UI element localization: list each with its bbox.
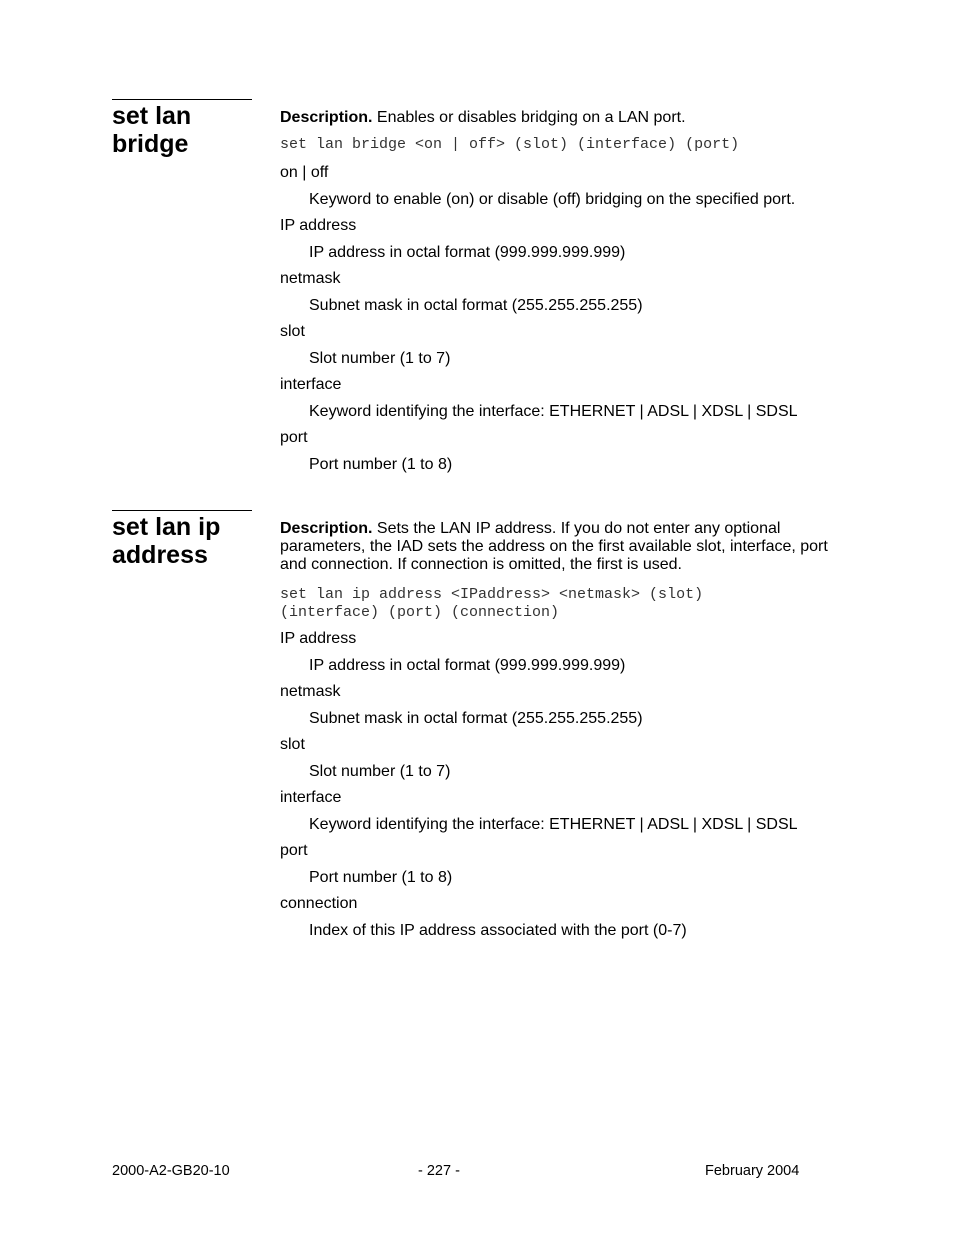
param-desc: Slot number (1 to 7)	[309, 349, 451, 367]
param-item	[280, 270, 850, 323]
description	[280, 520, 850, 574]
param-item	[280, 630, 850, 683]
param-term: netmask	[280, 270, 341, 287]
param-desc: IP address in octal format (999.999.999.999)	[309, 243, 626, 261]
description-label: Description.	[280, 109, 373, 126]
description-text: Enables or disables bridging on a LAN port.	[372, 109, 686, 126]
param-term: port	[280, 429, 308, 446]
param-desc: Keyword identifying the interface: ETHERNET | ADSL | XDSL | SDSL	[309, 815, 798, 833]
param-item	[280, 736, 850, 789]
section-title: set lan ip address	[112, 513, 221, 569]
section-rule	[112, 510, 252, 511]
param-term: interface	[280, 789, 342, 806]
param-term: IP address	[280, 217, 357, 234]
param-item	[280, 789, 850, 842]
param-desc: Subnet mask in octal format (255.255.255.255)	[309, 709, 643, 727]
param-item	[280, 376, 850, 429]
param-desc: Keyword identifying the interface: ETHERNET | ADSL | XDSL | SDSL	[309, 402, 798, 420]
footer-page-number: - 227 -	[418, 1163, 460, 1179]
param-desc: Port number (1 to 8)	[309, 455, 453, 473]
footer-doc-number: 2000-A2-GB20-10	[112, 1163, 230, 1179]
param-desc: Keyword to enable (on) or disable (off) bridging on the specified port.	[309, 190, 796, 208]
param-item	[280, 683, 850, 736]
param-term: port	[280, 842, 308, 859]
section-body	[280, 520, 850, 948]
command-syntax: set lan bridge <on | off> (slot) (interface) (port)	[280, 136, 740, 153]
section-rule	[112, 99, 252, 100]
param-item	[280, 164, 850, 217]
param-item	[280, 429, 850, 482]
section-body	[280, 109, 850, 482]
param-term: IP address	[280, 630, 357, 647]
param-item	[280, 895, 850, 948]
param-term: slot	[280, 323, 305, 340]
section-title: set lan bridge	[112, 102, 192, 158]
param-term: slot	[280, 736, 305, 753]
param-term: interface	[280, 376, 342, 393]
description-label: Description.	[280, 520, 373, 537]
description-text: Sets the LAN IP address. If you do not enter any optional parameters, the IAD sets the address on the first available slot, interface, port and connection. If connection is omitted, the first is used.	[280, 520, 828, 573]
param-desc: Port number (1 to 8)	[309, 868, 453, 886]
param-desc: Slot number (1 to 7)	[309, 762, 451, 780]
param-desc: Subnet mask in octal format (255.255.255.255)	[309, 296, 643, 314]
param-desc: IP address in octal format (999.999.999.999)	[309, 656, 626, 674]
param-item	[280, 842, 850, 895]
param-desc: Index of this IP address associated with the port (0-7)	[309, 921, 687, 939]
command-syntax: set lan ip address <IPaddress> <netmask> (slot) (interface) (port) (connection)	[280, 586, 704, 621]
footer-date: February 2004	[705, 1163, 800, 1179]
param-item	[280, 217, 850, 270]
description	[280, 109, 850, 127]
param-term: connection	[280, 895, 358, 912]
param-item	[280, 323, 850, 376]
param-term: on | off	[280, 164, 329, 181]
param-term: netmask	[280, 683, 341, 700]
